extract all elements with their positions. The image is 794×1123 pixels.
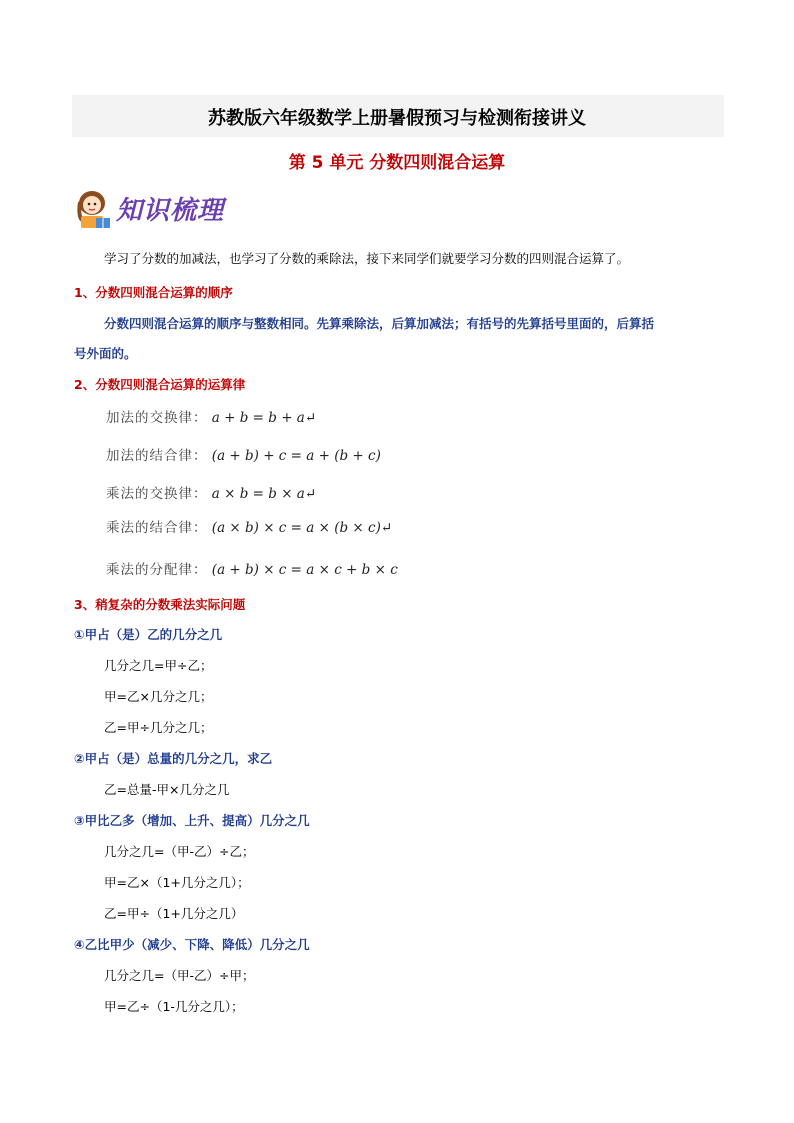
law-multiplication-commutative: [106, 482, 316, 502]
law-multiplication-distributive: [106, 558, 398, 578]
law-formula: a + b = b + a↵: [211, 410, 317, 426]
case-4-line-1: 几分之几=（甲-乙）÷甲；: [104, 968, 255, 983]
law-name: 加法的结合律：: [106, 448, 208, 464]
section-1-line-1: 分数四则混合运算的顺序与整数相同。先算乘除法，后算加减法；有括号的先算括号里面的，后算括: [104, 316, 655, 331]
case-1-line-2: 甲=乙×几分之几；: [104, 689, 213, 704]
law-name: 加法的交换律：: [106, 410, 208, 426]
knowledge-banner: [72, 186, 242, 232]
case-3-title: ③甲比乙多（增加、上升、提高）几分之几: [74, 813, 310, 828]
section-2-heading: 2、分数四则混合运算的运算律: [74, 377, 246, 392]
case-1-title: ①甲占（是）乙的几分之几: [74, 627, 223, 642]
section-1-line-2: 号外面的。: [74, 346, 137, 361]
law-name: 乘法的分配律：: [106, 562, 208, 578]
case-2-line-1: 乙=总量-甲×几分之几: [104, 782, 230, 797]
girl-reading-icon: [72, 186, 116, 232]
case-3-line-1: 几分之几=（甲-乙）÷乙；: [104, 844, 255, 859]
law-name: 乘法的结合律：: [106, 520, 208, 536]
section-3-heading: 3、稍复杂的分数乘法实际问题: [74, 597, 246, 612]
unit-title: 第 5 单元 分数四则混合运算: [288, 153, 506, 173]
case-1-line-3: 乙=甲÷几分之几；: [104, 720, 213, 735]
case-1-line-1: 几分之几=甲÷乙；: [104, 658, 213, 673]
law-multiplication-associative: [106, 516, 392, 536]
case-4-title: ④乙比甲少（减少、下降、降低）几分之几: [74, 937, 310, 952]
document-title: 苏教版六年级数学上册暑假预习与检测衔接讲义: [208, 108, 586, 129]
banner-title: 知识梳理: [116, 196, 225, 226]
law-formula: (a + b) + c = a + (b + c): [211, 448, 381, 464]
case-3-line-2: 甲=乙×（1+几分之几）；: [104, 875, 250, 890]
case-3-line-3: 乙=甲÷（1+几分之几）: [104, 906, 244, 921]
case-4-line-2: 甲=乙÷（1-几分之几）；: [104, 999, 244, 1014]
law-name: 乘法的交换律：: [106, 486, 208, 502]
intro-paragraph: 学习了分数的加减法，也学习了分数的乘除法，接下来同学们就要学习分数的四则混合运算了。: [104, 251, 630, 266]
law-addition-commutative: [106, 406, 316, 426]
section-1-heading: 1、分数四则混合运算的顺序: [74, 285, 233, 300]
law-formula: (a + b) × c = a × c + b × c: [211, 562, 398, 578]
case-2-title: ②甲占（是）总量的几分之几，求乙: [74, 751, 273, 766]
law-formula: (a × b) × c = a × (b × c)↵: [211, 520, 393, 536]
law-addition-associative: [106, 444, 381, 464]
law-formula: a × b = b × a↵: [211, 486, 317, 502]
